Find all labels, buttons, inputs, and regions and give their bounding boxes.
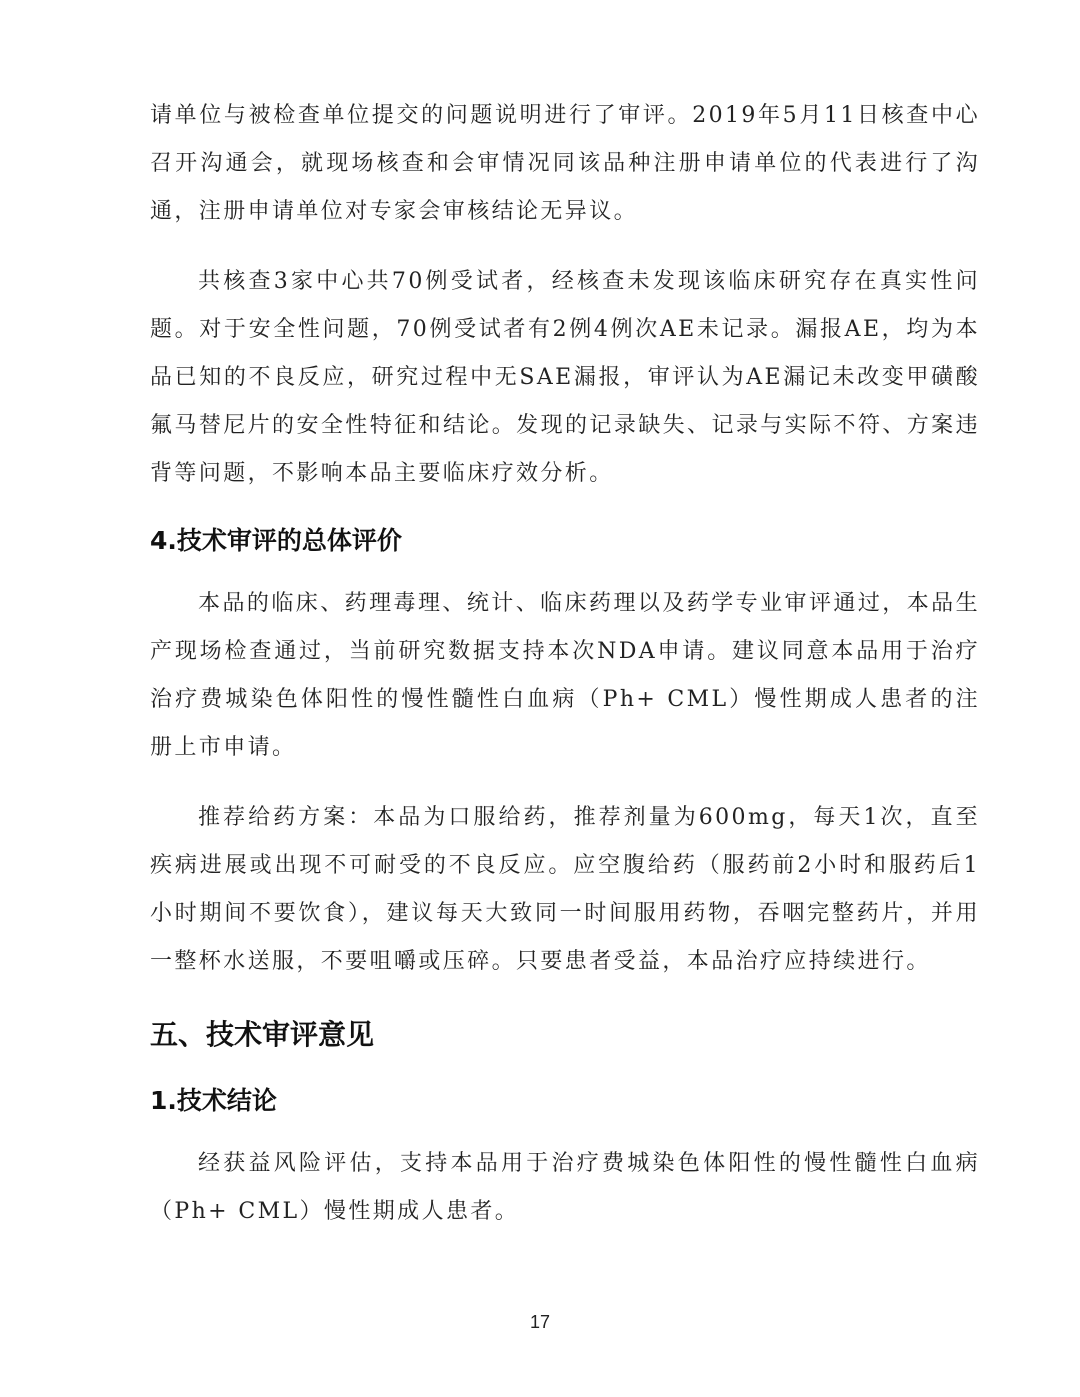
heading-technical-conclusion: 1.技术结论 xyxy=(150,1086,277,1115)
heading-overall-evaluation: 4.技术审评的总体评价 xyxy=(150,526,402,555)
paragraph-core-meeting: 请单位与被检查单位提交的问题说明进行了审评。2019年5月11日核查中心召开沟通会，就现场核查和会审情况同该品种注册申请单位的代表进行了沟通，注册申请单位对专家会审核结论无异议。 xyxy=(150,103,980,224)
paragraph-technical-conclusion: 经获益风险评估，支持本品用于治疗费城染色体阳性的慢性髓性白血病（Ph+ CML）慢性期成人患者。 xyxy=(150,1151,980,1224)
paragraph-dosing-regimen: 推荐给药方案：本品为口服给药，推荐剂量为600mg，每天1次，直至疾病进展或出现不可耐受的不良反应。应空腹给药（服药前2小时和服药后1小时期间不要饮食），建议每天大致同一时间服用药物，吞咽完整药片，并用一整杯水送服，不要咀嚼或压碎。只要患者受益，本品治疗应持续进行。 xyxy=(150,805,980,974)
page-number: 17 xyxy=(529,1312,551,1332)
paragraph-overall-evaluation: 本品的临床、药理毒理、统计、临床药理以及药学专业审评通过，本品生产现场检查通过，当前研究数据支持本次NDA申请。建议同意本品用于治疗治疗费城染色体阳性的慢性髓性白血病（Ph+ CML）慢性期成人患者的注册上市申请。 xyxy=(150,591,980,760)
heading-review-opinion: 五、技术审评意见 xyxy=(150,1018,375,1051)
paragraph-inspection-findings: 共核查3家中心共70例受试者，经核查未发现该临床研究存在真实性问题。对于安全性问题，70例受试者有2例4例次AE未记录。漏报AE，均为本品已知的不良反应，研究过程中无SAE漏报，审评认为AE漏记未改变甲磺酸氟马替尼片的安全性特征和结论。发现的记录缺失、记录与实际不符、方案违背等问题，不影响本品主要临床疗效分析。 xyxy=(150,269,980,486)
page-body xyxy=(150,92,980,1236)
